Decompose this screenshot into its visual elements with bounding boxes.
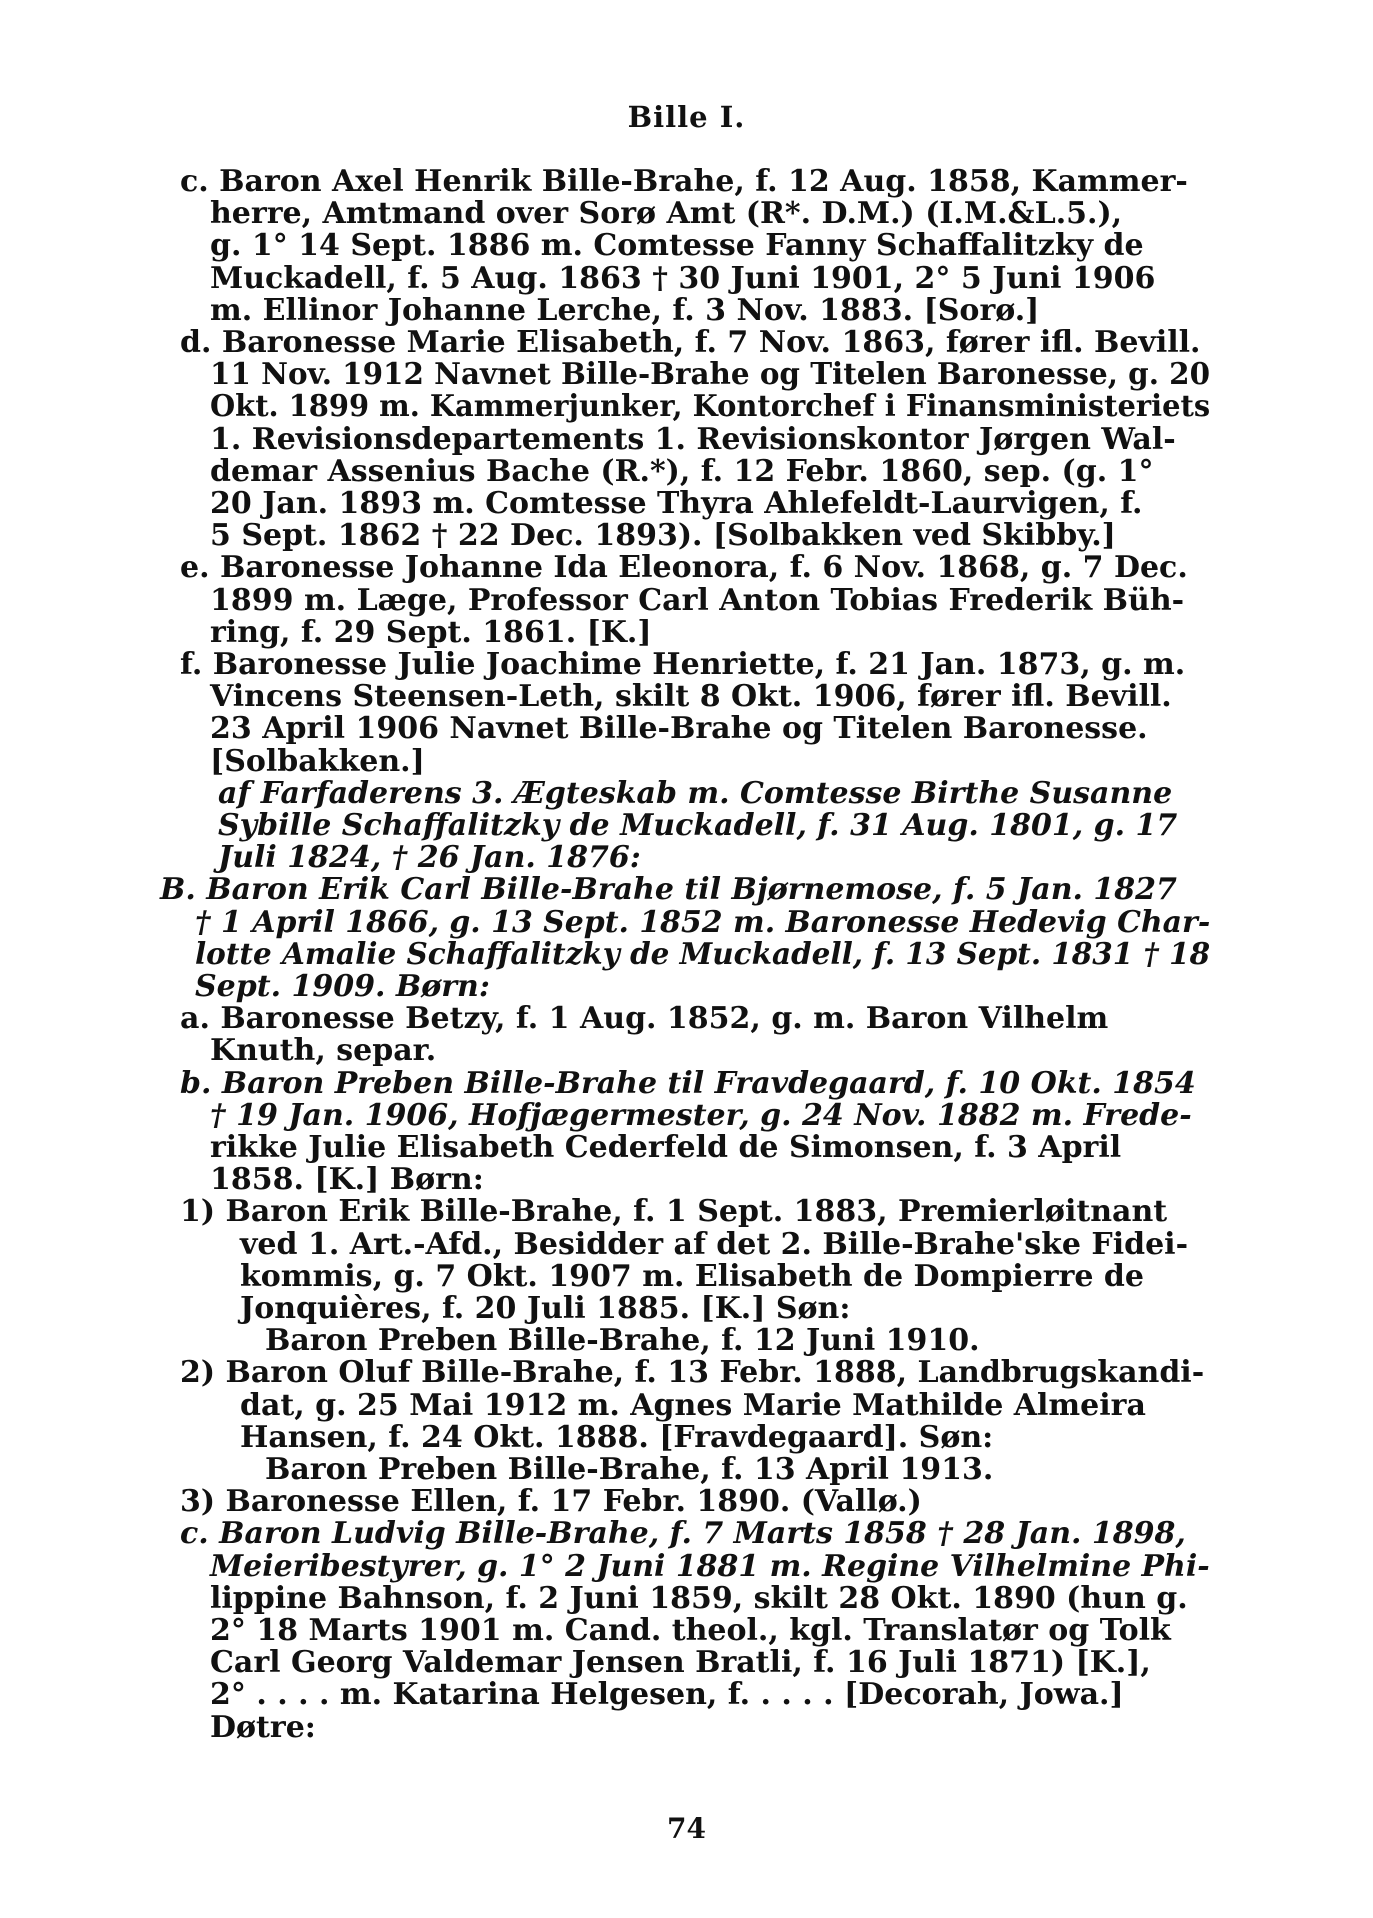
text-line: Okt. 1899 m. Kammerjunker, Kontorchef i Finansministeriets	[210, 389, 1211, 425]
text-line: b. Baron Preben Bille-Brahe til Fravdegaard, f. 10 Okt. 1854	[180, 1065, 1196, 1101]
text-line: 11 Nov. 1912 Navnet Bille-Brahe og Titelen Baronesse, g. 20	[210, 357, 1211, 393]
text-line: 1. Revisionsdepartements 1. Revisionskontor Jørgen Wal-	[210, 421, 1176, 457]
text-line: 1) Baron Erik Bille-Brahe, f. 1 Sept. 1883, Premierløitnant	[180, 1194, 1168, 1230]
text-line: Sept. 1909. Børn:	[195, 969, 490, 1004]
text-line: Baron Preben Bille-Brahe, f. 13 April 1913.	[265, 1452, 994, 1487]
page-number: 74	[667, 1812, 706, 1845]
text-line: 23 April 1906 Navnet Bille-Brahe og Titelen Baronesse.	[210, 711, 1148, 747]
text-line: 1899 m. Læge, Professor Carl Anton Tobias Frederik Büh-	[210, 582, 1185, 618]
text-line: 5 Sept. 1862 † 22 Dec. 1893). [Solbakken ved Skibby.]	[210, 518, 1116, 554]
text-line: [Solbakken.]	[210, 743, 425, 779]
text-line: lotte Amalie Schaffalitzky de Muckadell, f. 13 Sept. 1831 † 18	[195, 936, 1211, 972]
text-line: B. Baron Erik Carl Bille-Brahe til Bjørnemose, f. 5 Jan. 1827	[160, 872, 1177, 908]
text-line: ring, f. 29 Sept. 1861. [K.]	[210, 614, 652, 650]
text-line: e. Baronesse Johanne Ida Eleonora, f. 6 Nov. 1868, g. 7 Dec.	[180, 550, 1188, 586]
text-line: kommis, g. 7 Okt. 1907 m. Elisabeth de Dompierre de	[240, 1258, 1144, 1294]
text-line: ved 1. Art.-Afd., Besidder af det 2. Bille-Brahe'ske Fidei-	[240, 1226, 1189, 1262]
text-line: Carl Georg Valdemar Jensen Bratli, f. 16 Juli 1871) [K.],	[210, 1645, 1151, 1681]
text-line: f. Baronesse Julie Joachime Henriette, f. 21 Jan. 1873, g. m.	[180, 647, 1186, 682]
text-line: 1858. [K.] Børn:	[210, 1162, 484, 1198]
text-line: dat, g. 25 Mai 1912 m. Agnes Marie Mathilde Almeira	[240, 1387, 1146, 1423]
text-line: 2° 18 Marts 1901 m. Cand. theol., kgl. Translatør og Tolk	[210, 1613, 1171, 1648]
text-line: 2° . . . . m. Katarina Helgesen, f. . . . . [Decorah, Jowa.]	[210, 1677, 1124, 1713]
text-line: 2) Baron Oluf Bille-Brahe, f. 13 Febr. 1888, Landbrugskandi-	[180, 1355, 1205, 1391]
text-line: rikke Julie Elisabeth Cederfeld de Simonsen, f. 3 April	[210, 1130, 1122, 1165]
text-line: lippine Bahnson, f. 2 Juni 1859, skilt 28 Okt. 1890 (hun g.	[210, 1580, 1188, 1616]
text-line: Hansen, f. 24 Okt. 1888. [Fravdegaard]. Søn:	[240, 1419, 994, 1455]
text-line: af Farfaderens 3. Ægteskab m. Comtesse Birthe Susanne	[218, 775, 1173, 811]
text-line: m. Ellinor Johanne Lerche, f. 3 Nov. 1883. [Sorø.]	[210, 292, 1040, 328]
text-line: Baron Preben Bille-Brahe, f. 12 Juni 1910.	[265, 1323, 980, 1359]
text-line: demar Assenius Bache (R.*), f. 12 Febr. 1860, sep. (g. 1°	[210, 453, 1154, 489]
text-line: Juli 1824, † 26 Jan. 1876:	[218, 840, 641, 876]
text-line: Muckadell, f. 5 Aug. 1863 † 30 Juni 1901, 2° 5 Juni 1906	[210, 260, 1156, 296]
text-line: Vincens Steensen-Leth, skilt 8 Okt. 1906, fører ifl. Bevill.	[210, 679, 1172, 715]
text-line: 3) Baronesse Ellen, f. 17 Febr. 1890. (Vallø.)	[180, 1484, 922, 1520]
text-line: † 1 April 1866, g. 13 Sept. 1852 m. Baronesse Hedevig Char-	[195, 904, 1211, 940]
text-line: Sybille Schaffalitzky de Muckadell, f. 31 Aug. 1801, g. 17	[218, 808, 1178, 843]
text-line: Jonquières, f. 20 Juli 1885. [K.] Søn:	[240, 1291, 851, 1326]
text-line: 20 Jan. 1893 m. Comtesse Thyra Ahlefeldt-Laurvigen, f.	[210, 486, 1143, 521]
text-line: c. Baron Ludvig Bille-Brahe, f. 7 Marts 1858 † 28 Jan. 1898,	[180, 1516, 1186, 1552]
text-line: Døtre:	[210, 1709, 316, 1745]
text-line: Knuth, separ.	[210, 1033, 437, 1069]
text-line: a. Baronesse Betzy, f. 1 Aug. 1852, g. m. Baron Vilhelm	[180, 1001, 1109, 1037]
text-line: herre, Amtmand over Sorø Amt (R*. D.M.) (I.M.&L.5.),	[210, 196, 1123, 232]
text-line: g. 1° 14 Sept. 1886 m. Comtesse Fanny Schaffalitzky de	[210, 228, 1144, 264]
text-line: d. Baronesse Marie Elisabeth, f. 7 Nov. 1863, fører ifl. Bevill.	[180, 325, 1201, 360]
text-line: c. Baron Axel Henrik Bille-Brahe, f. 12 Aug. 1858, Kammer-	[180, 164, 1188, 199]
running-header: Bille I.	[627, 100, 746, 134]
text-line: Meieribestyrer, g. 1° 2 Juni 1881 m. Regine Vilhelmine Phi-	[210, 1548, 1210, 1584]
text-line: † 19 Jan. 1906, Hofjægermester, g. 24 Nov. 1882 m. Frede-	[210, 1097, 1192, 1133]
